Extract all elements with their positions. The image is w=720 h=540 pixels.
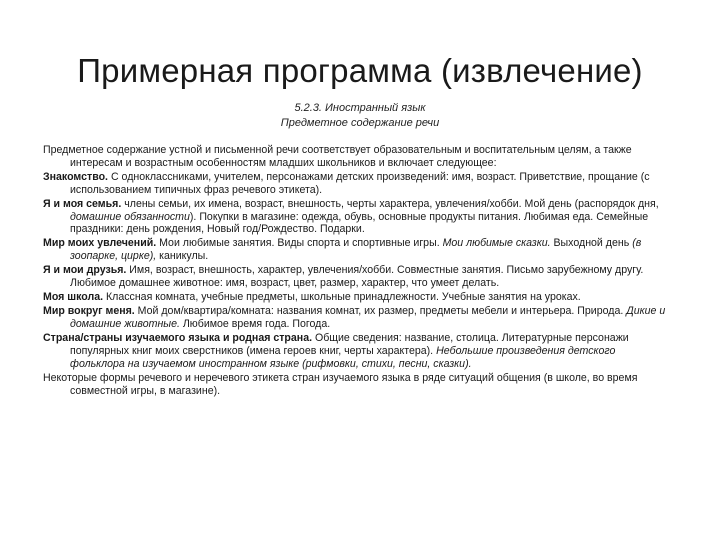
topic-heading: Мир вокруг меня.: [43, 305, 135, 318]
topic-hobbies: [43, 237, 673, 262]
topic-text: Общие сведения: название, столица. Литературные персонажи популярных книг моих сверстников (имена героев книг, черты характера).: [70, 332, 629, 358]
topic-school: [43, 291, 673, 304]
topic-italic-text: (в зоопарке, цирке),: [70, 237, 642, 263]
intro-paragraph: [43, 144, 673, 169]
topic-family: [43, 198, 673, 236]
topic-heading: Я и мои друзья.: [43, 264, 127, 277]
topic-heading: Моя школа.: [43, 291, 104, 304]
etiquette-text: Некоторые формы речевого и неречевого этикета стран изучаемого языка в ряде ситуаций общения (в школе, во время совместной игры, в магазине).: [43, 371, 638, 397]
topic-italic-text: Мои любимые сказки.: [442, 237, 551, 250]
etiquette-paragraph: [43, 372, 673, 397]
topic-text: члены семьи, их имена, возраст, внешность, черты характера, увлечения/хобби. Мой день (распорядок дня,: [121, 197, 659, 210]
topic-heading: Мир моих увлечений.: [43, 237, 157, 250]
content-body: [43, 144, 673, 399]
topic-text: Мои любимые занятия. Виды спорта и спортивные игры.: [156, 237, 443, 250]
topic-italic-text: Небольшие произведения детского фольклора на изучаемом иностранном языке (рифмовки, стихи, песни, сказки).: [70, 345, 616, 370]
topic-text: ). Покупки в магазине: одежда, обувь, основные продукты питания. Любимая еда. Семейные праздники: день рождения, Новый год/Рождество. Подарки.: [70, 210, 649, 236]
topic-heading: Знакомство.: [43, 170, 108, 183]
topic-text: каникулы.: [156, 250, 209, 263]
topic-text: С одноклассниками, учителем, персонажами детских произведений: имя, возраст. Приветствие, прощание (с использованием типичных фраз речевого этикета).: [70, 170, 650, 196]
topic-text: Мой дом/квартира/комната: названия комнат, их размер, предметы мебели и интерьера. Природа.: [134, 305, 627, 318]
topic-friends: [43, 264, 673, 289]
topic-text: Имя, возраст, внешность, характер, увлечения/хобби. Совместные занятия. Письмо зарубежному другу. Любимое домашнее животное: имя, возраст, цвет, размер, характер, что умеет делать.: [70, 264, 644, 290]
topic-heading: Я и моя семья.: [43, 197, 122, 210]
topic-text: Выходной день: [550, 237, 633, 250]
page-title: Примерная программа (извлечение): [77, 52, 643, 89]
topic-italic-text: домашние обязанности: [70, 210, 190, 223]
section-heading: 5.2.3. Иностранный язык: [294, 102, 426, 114]
topic-world-around: [43, 305, 673, 330]
intro-text: Предметное содержание устной и письменной речи соответствует образовательным и воспитательным целям, а также интересам и возрастным особенностям младших школьников и включает следующее:: [43, 144, 632, 169]
topic-text: Классная комната, учебные предметы, школьные принадлежности. Учебные занятия на уроках.: [103, 291, 581, 304]
topic-heading: Страна/страны изучаемого языка и родная страна.: [43, 332, 313, 345]
subsection-heading: Предметное содержание речи: [280, 117, 440, 129]
topic-italic-text: Дикие и домашние животные.: [70, 305, 666, 331]
topic-countries: [43, 332, 673, 370]
topic-text: Любимое время года. Погода.: [179, 318, 331, 331]
topic-acquaintance: [43, 171, 673, 196]
